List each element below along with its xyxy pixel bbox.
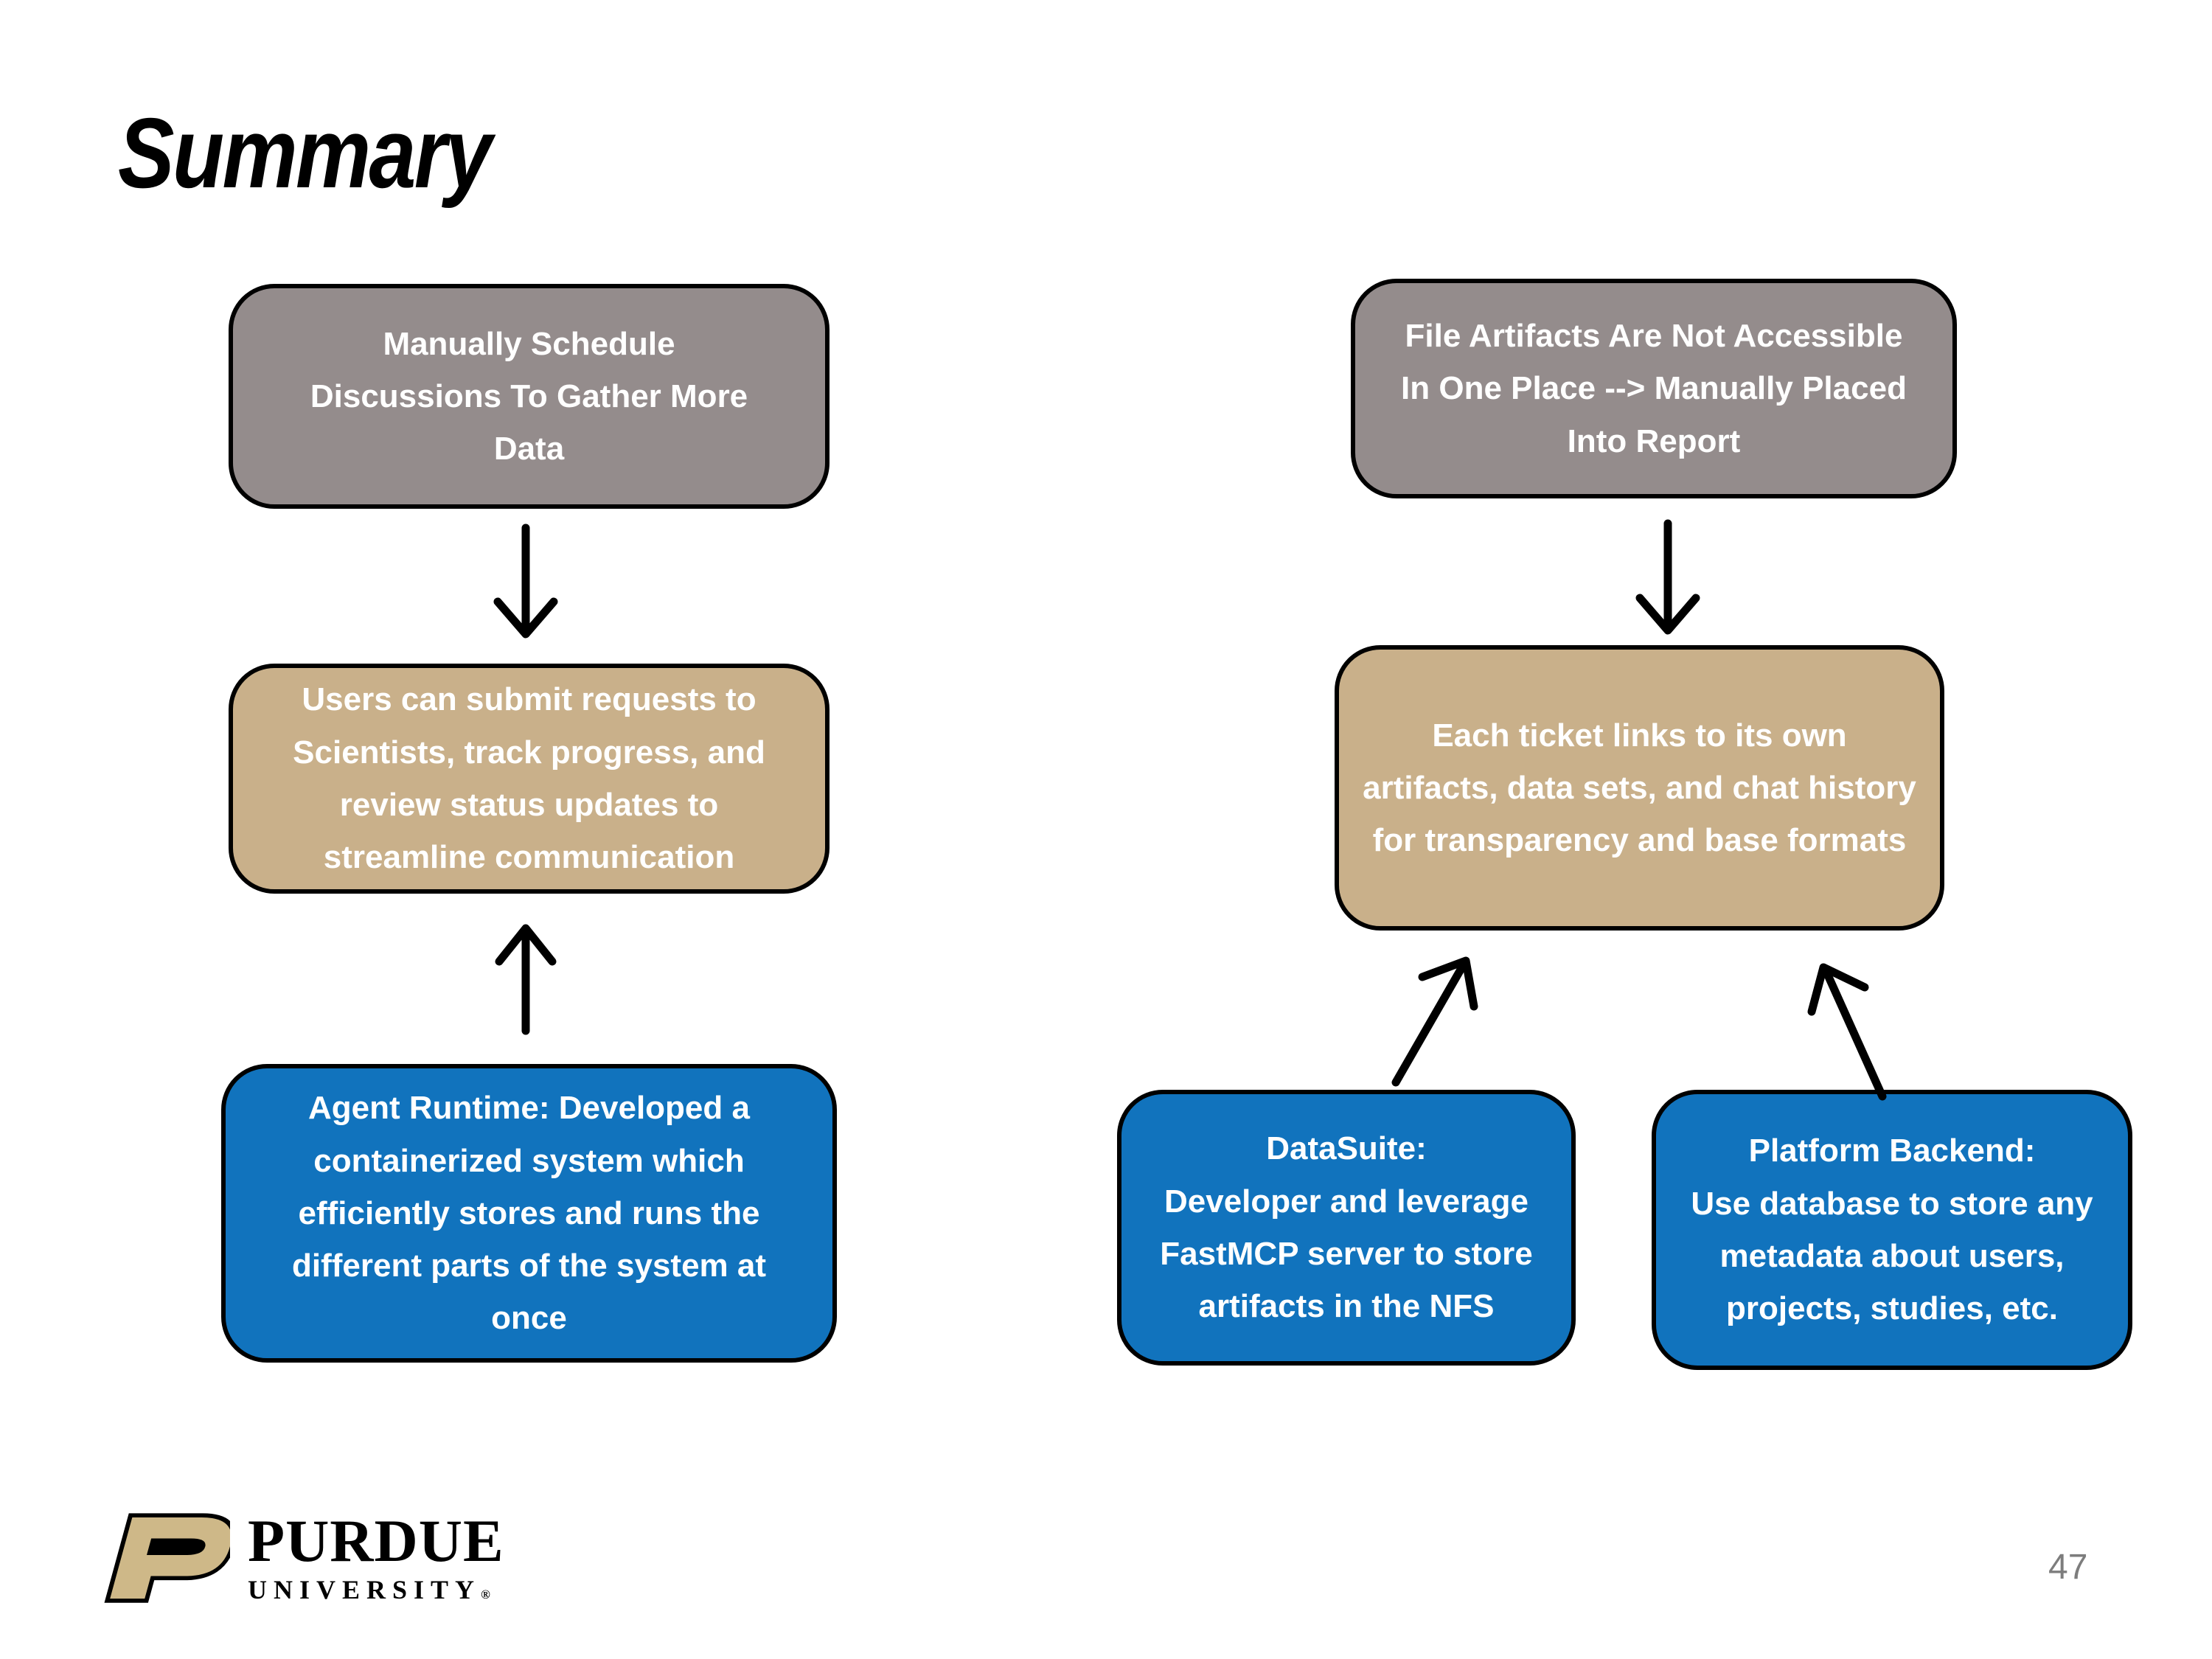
right-flow-problem-text: File Artifacts Are Not Accessible In One Place --> Manually Placed Into Report [1401,318,1907,459]
left-flow-solution-box [221,1064,837,1363]
platform-backend-heading: Platform Backend: [1748,1133,2036,1169]
diagonal-arrow-icon-platform [1812,967,1882,1096]
left-flow-solution-text: Agent Runtime: Developed a containerized system which efficiently stores and runs the different parts of the system at once [291,1090,767,1337]
down-arrow-icon-left [498,528,554,634]
down-arrow-icon-right [1640,524,1696,630]
right-flow-problem-box [1351,279,1957,498]
purdue-subtext: UNIVERSITY® [248,1575,490,1605]
platform-backend-box [1652,1090,2132,1370]
diagonal-arrow-icon-datasuite [1396,961,1474,1082]
page-number: 47 [2048,1548,2088,1587]
left-flow-outcome-box [229,664,830,894]
left-flow-problem-text: Manually Schedule Discussions To Gather More Data [310,325,748,467]
right-flow-outcome-box [1335,645,1944,931]
datasuite-heading: DataSuite: [1266,1130,1427,1167]
purdue-logo-text [248,1507,504,1605]
up-arrow-icon-left [499,928,552,1031]
datasuite-box [1117,1090,1576,1366]
right-flow-outcome-text: Each ticket links to its own artifacts, data sets, and chat history for transparency and base formats [1363,717,1916,859]
purdue-logo [90,1507,504,1606]
datasuite-body: Developer and leverage FastMCP server to store artifacts in the NFS [1160,1183,1533,1325]
left-flow-outcome-text: Users can submit requests to Scientists, track progress, and review status updates to streamline communication [293,681,765,876]
platform-backend-body: Use database to store any metadata about users, projects, studies, etc. [1691,1185,2093,1327]
page-title: Summary [118,97,491,209]
registered-mark: ® [481,1587,490,1602]
purdue-wordmark: PURDUE [248,1507,504,1574]
left-flow-problem-box [229,284,830,509]
purdue-p-icon [90,1512,230,1606]
